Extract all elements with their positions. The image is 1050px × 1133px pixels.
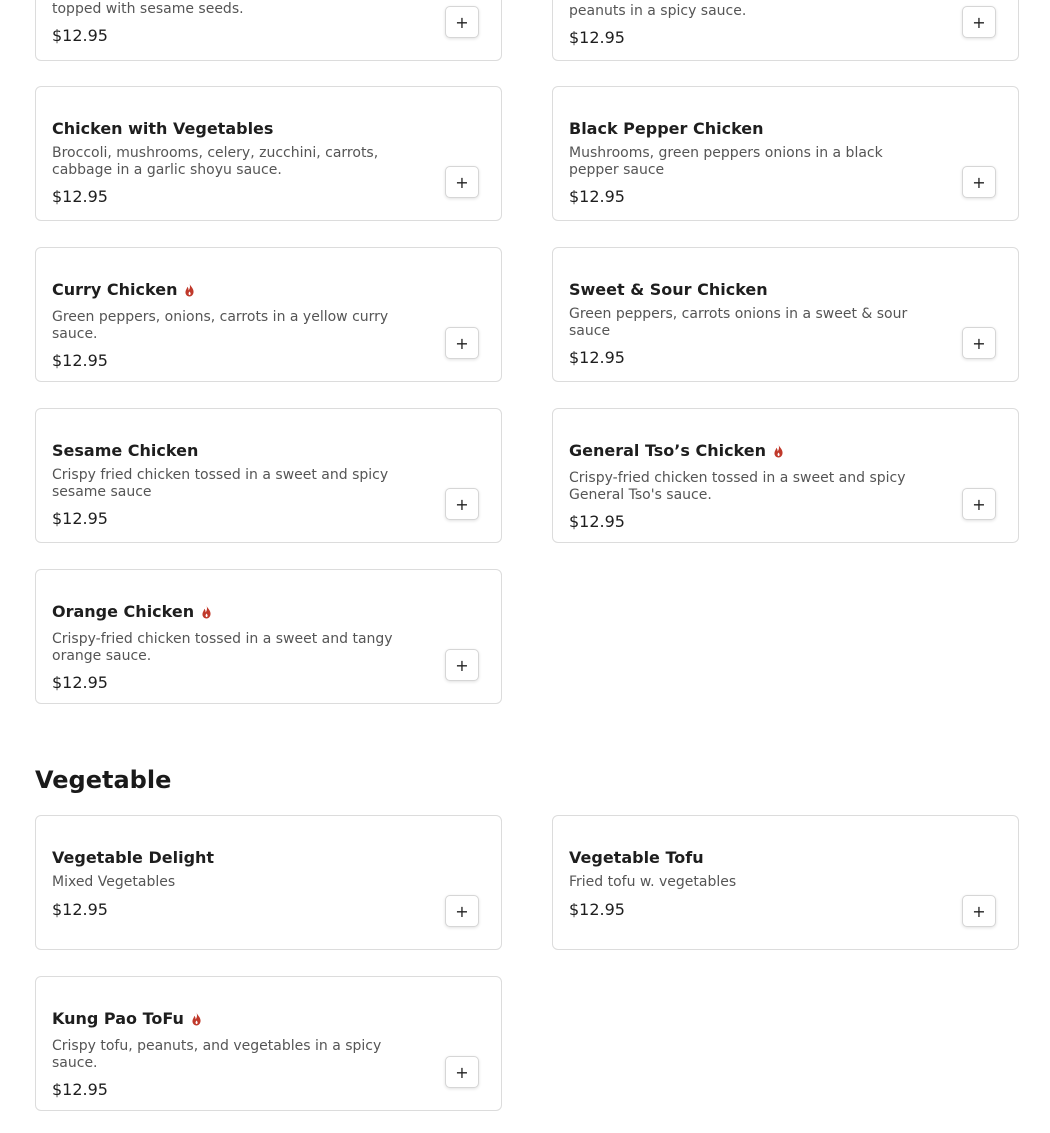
menu-item-card[interactable]: [35, 247, 502, 382]
item-price: $12.95: [52, 26, 108, 45]
menu-item-card[interactable]: [552, 0, 1019, 61]
add-to-cart-button[interactable]: +: [445, 1056, 479, 1088]
item-description: Broccoli, mushrooms, celery, zucchini, carrots, cabbage in a garlic shoyu sauce.: [52, 145, 379, 178]
item-price: $12.95: [569, 900, 625, 919]
item-name: Chicken with Vegetables: [52, 119, 274, 138]
item-price: $12.95: [52, 1080, 108, 1099]
item-name: Sesame Chicken: [52, 441, 199, 460]
flame-icon: [183, 283, 196, 297]
item-price: $12.95: [52, 900, 108, 919]
section-title-vegetable: Vegetable: [35, 766, 172, 794]
menu-item-card[interactable]: [35, 86, 502, 221]
menu-item-card[interactable]: [552, 408, 1019, 543]
item-description: Crispy fried chicken tossed in a sweet and spicy sesame sauce: [52, 467, 389, 500]
menu-item-card[interactable]: [35, 815, 502, 950]
item-price: $12.95: [569, 512, 625, 531]
item-name: Curry Chicken: [52, 280, 196, 300]
item-description: Mushrooms, green peppers onions in a black pepper sauce: [569, 145, 883, 178]
add-to-cart-button[interactable]: +: [962, 895, 996, 927]
item-description: Green peppers, onions, carrots in a yellow curry sauce.: [52, 309, 389, 342]
menu-item-card[interactable]: [35, 408, 502, 543]
item-price: $12.95: [52, 509, 108, 528]
item-name: Black Pepper Chicken: [569, 119, 764, 138]
item-price: $12.95: [52, 351, 108, 370]
item-description: Mixed Vegetables: [52, 874, 176, 890]
item-price: $12.95: [569, 28, 625, 47]
item-description: Crispy-fried chicken tossed in a sweet and spicy General Tso's sauce.: [569, 470, 906, 503]
menu-item-card[interactable]: [552, 247, 1019, 382]
item-name: Kung Pao ToFu: [52, 1009, 203, 1029]
add-to-cart-button[interactable]: +: [445, 327, 479, 359]
add-to-cart-button[interactable]: +: [445, 166, 479, 198]
flame-icon: [772, 444, 785, 458]
add-to-cart-button[interactable]: +: [445, 6, 479, 38]
add-to-cart-button[interactable]: +: [962, 327, 996, 359]
item-price: $12.95: [569, 348, 625, 367]
add-to-cart-button[interactable]: +: [962, 166, 996, 198]
add-to-cart-button[interactable]: +: [445, 895, 479, 927]
item-description: Green peppers, carrots onions in a sweet & sour sauce: [569, 306, 908, 339]
flame-icon: [190, 1012, 203, 1026]
item-price: $12.95: [52, 673, 108, 692]
item-name: Orange Chicken: [52, 602, 213, 622]
item-description: Crispy tofu, peanuts, and vegetables in a spicy sauce.: [52, 1038, 382, 1071]
menu-item-card[interactable]: [552, 815, 1019, 950]
item-name: Vegetable Delight: [52, 848, 215, 867]
menu-item-card[interactable]: [552, 86, 1019, 221]
menu-item-card[interactable]: [35, 569, 502, 704]
item-description: topped with sesame seeds.: [52, 1, 244, 17]
flame-icon: [200, 605, 213, 619]
item-name: Sweet & Sour Chicken: [569, 280, 768, 299]
add-to-cart-button[interactable]: +: [445, 488, 479, 520]
item-description: Crispy-fried chicken tossed in a sweet and tangy orange sauce.: [52, 631, 393, 664]
add-to-cart-button[interactable]: +: [962, 488, 996, 520]
item-price: $12.95: [52, 187, 108, 206]
item-name: Vegetable Tofu: [569, 848, 704, 867]
add-to-cart-button[interactable]: +: [445, 649, 479, 681]
add-to-cart-button[interactable]: +: [962, 6, 996, 38]
item-price: $12.95: [569, 187, 625, 206]
item-description: Fried tofu w. vegetables: [569, 874, 737, 890]
menu-item-card[interactable]: [35, 976, 502, 1111]
item-name: General Tso’s Chicken: [569, 441, 785, 461]
item-description: peanuts in a spicy sauce.: [569, 3, 747, 19]
menu-item-card[interactable]: [35, 0, 502, 61]
